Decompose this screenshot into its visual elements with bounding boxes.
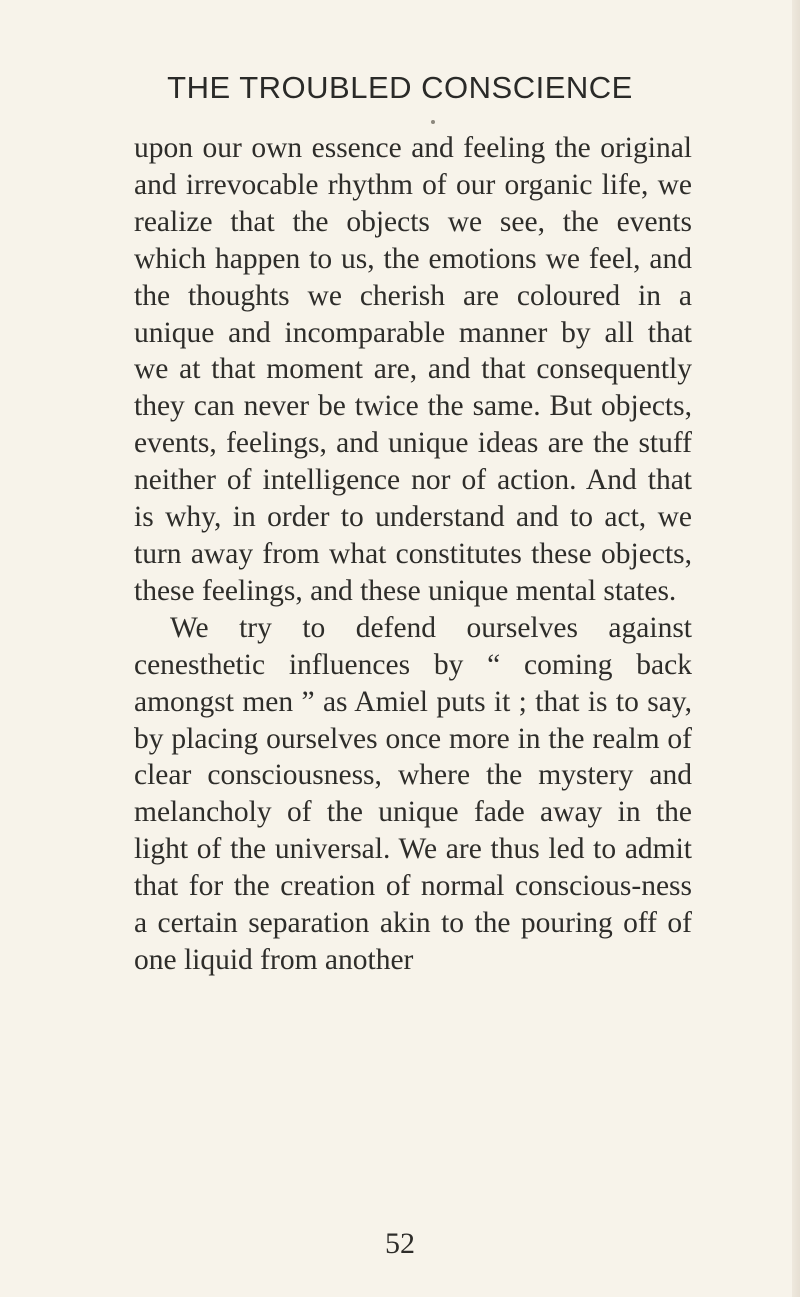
body-text	[134, 130, 692, 979]
ink-speck	[431, 120, 435, 124]
page-edge	[792, 0, 800, 1297]
paragraph-continued: upon our own essence and feeling the original and irrevocable rhythm of our organic life, we realize that the objects we see, the events which happen to us, the emotions we feel, and the thoughts we cherish are coloured in a unique and incomparable manner by all that we at that moment are, and that consequently they can never be twice the same. But objects, events, feelings, and unique ideas are the stuff neither of intelligence nor of action. And that is why, in order to understand and to act, we turn away from what constitutes these objects, these feelings, and these unique mental states.	[134, 132, 692, 607]
running-head: THE TROUBLED CONSCIENCE	[167, 70, 633, 105]
page-number: 52	[385, 1227, 415, 1260]
paragraph-new: We try to defend ourselves against cenesthetic influences by “ coming back amongst men ” as Amiel puts it ; that is to say, by placing ourselves once more in the realm of clear consciousness, where the mystery and melancholy of the unique fade away in the light of the universal. We are thus led to admit that for the creation of normal conscious-ness a certain separation akin to the pouring off of one liquid from another	[134, 611, 692, 976]
